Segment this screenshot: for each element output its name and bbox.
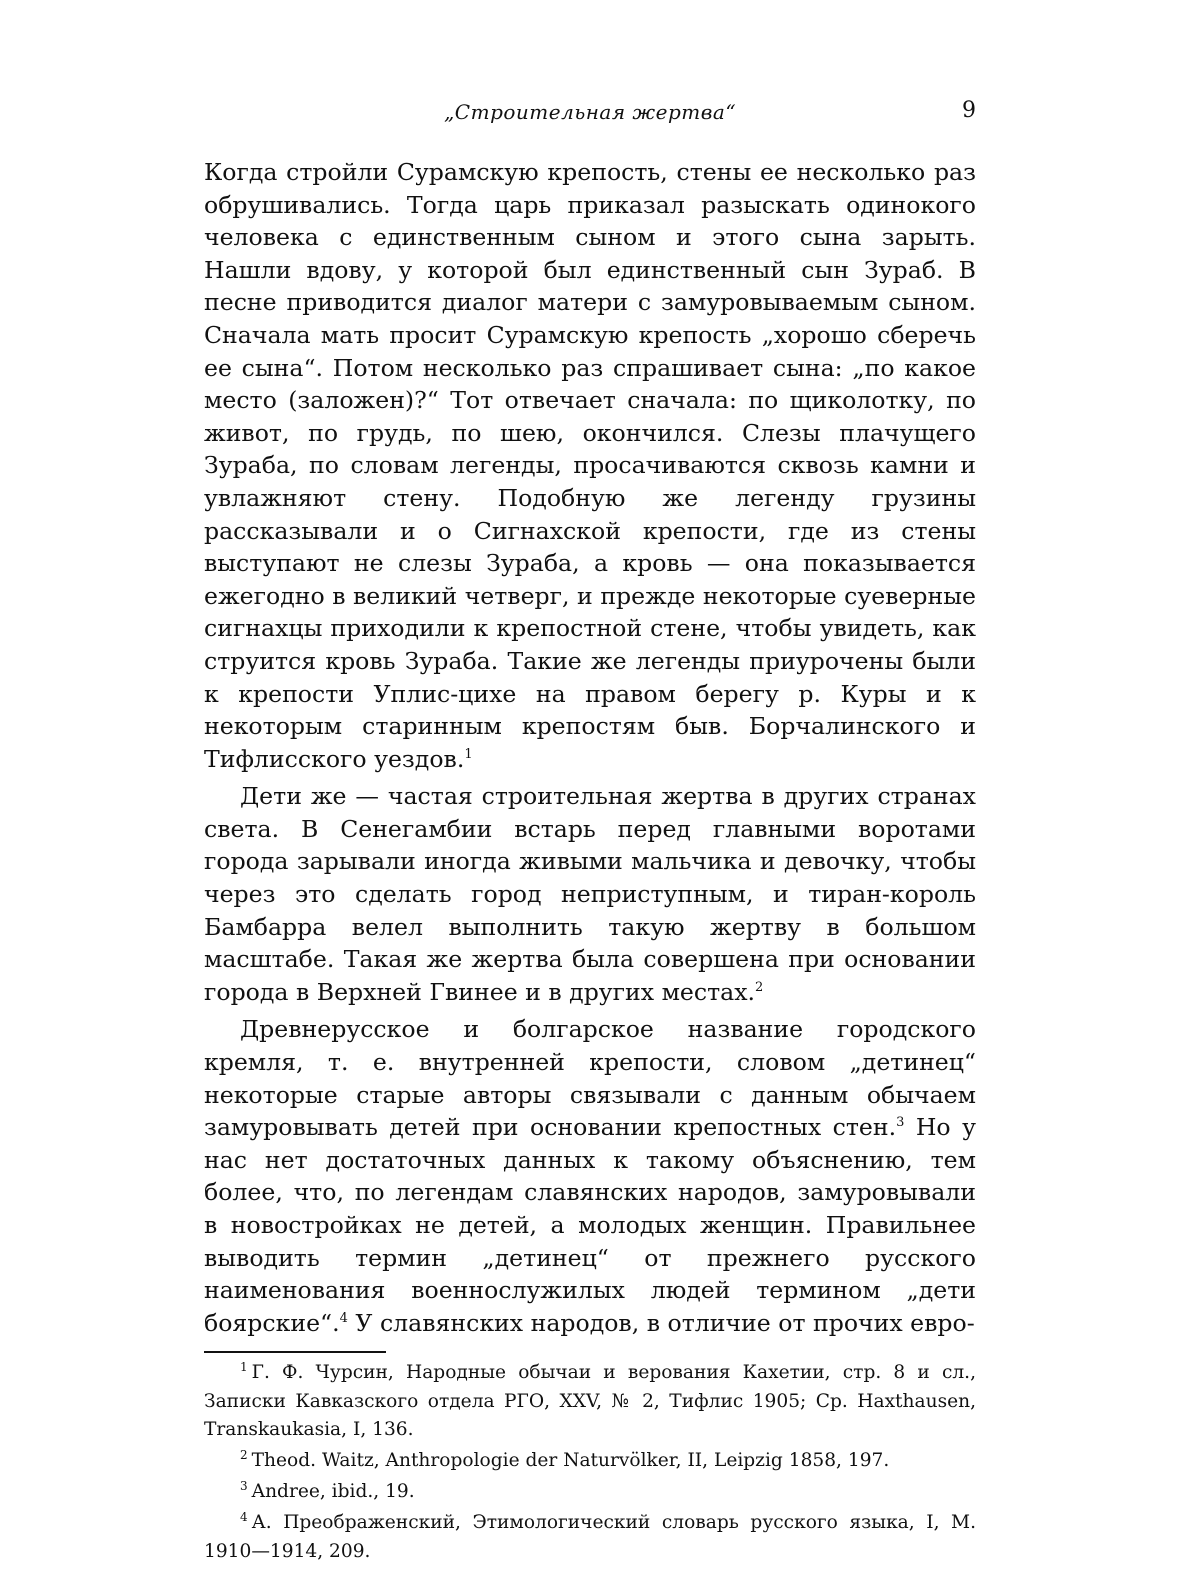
- footnote-1: [204, 1359, 976, 1444]
- body-text: [204, 156, 976, 1339]
- paragraph-text: Когда стройли Сурамскую крепость, стены ее несколько раз обрушивались. Тогда царь приказал разыскать одинокого человека с единственным сыном и этого сына зарыть. Нашли вдову, у которой был единственный сын Зураб. В песне приводится диалог матери с замуровываемым сыном. Сначала мать просит Сурамскую крепость „хорошо сберечь ее сына“. Потом несколько раз спрашивает сына: „по какое место (заложен)?“ Тот отвечает сначала: по щиколотку, по живот, по грудь, по шею, окончился. Слезы плачущего Зураба, по словам легенды, просачиваются сквозь камни и увлажняют стену. Подобную же легенду грузины рассказывали и о Сигнахской крепости, где из стены выступают не слезы Зураба, а кровь — она показывается ежегодно в великий четверг, и прежде некоторые суеверные сигнахцы приходили к крепостной стене, чтобы увидеть, как струится кровь Зураба. Такие же легенды приурочены были к крепости Уплис-цихе на правом берегу р. Куры и к некоторым старинным крепостям быв. Борчалинского и Тифлисского уездов.: [204, 158, 976, 773]
- footnote-text: Г. Ф. Чурсин, Народные обычаи и верования Кахетии, стр. 8 и сл., Записки Кавказского отдела РГО, XXV, № 2, Тифлис 1905; Ср. Haxthausen, Transkaukasia, I, 136.: [204, 1362, 976, 1440]
- footnotes: [204, 1359, 976, 1565]
- footnote-divider: [204, 1351, 386, 1353]
- footnote-text: Andree, ibid., 19.: [251, 1481, 415, 1503]
- footnote-ref-1: 1: [464, 746, 473, 762]
- paragraph-text: Древнерусское и болгарское название городского кремля, т. е. внутренней крепости, словом „детинец“ некоторые старые авторы связывали с данным обычаем замуровывать детей при основании крепостных стен.: [204, 1015, 976, 1142]
- paragraph-3: [204, 1013, 976, 1339]
- paragraph-1: [204, 156, 976, 775]
- footnote-mark: 3: [240, 1479, 248, 1493]
- footnote-mark: 4: [240, 1510, 248, 1525]
- footnote-ref-2: 2: [755, 979, 764, 995]
- paragraph-text: Дети же — частая строительная жертва в других странах света. В Сенегамбии встарь перед главными воротами города зарывали иногда живыми мальчика и девочку, чтобы через это сделать город неприступным, и тиран-король Бамбарра велел выполнить такую жертву в большом масштабе. Такая же жертва была совершена при основании города в Верхней Гвинее и в других местах.: [204, 782, 976, 1006]
- running-title: „Строительная жертва“: [443, 100, 737, 124]
- paragraph-2: [204, 780, 976, 1008]
- footnote-mark: 2: [240, 1447, 248, 1462]
- footnote-3: [204, 1478, 976, 1506]
- page-number: 9: [962, 98, 976, 123]
- page-header: [204, 98, 976, 136]
- paragraph-text: Но у нас нет достаточных данных к такому объяснению, тем более, что, по легендам славянских народов, замуровывали в новостройках не детей, а молодых женщин. Правильнее выводить термин „детинец“ от прежнего русского наименования военнослужилых людей термином „дети боярские“.: [204, 1113, 976, 1337]
- footnote-ref-4: 4: [339, 1310, 348, 1326]
- footnote-text: А. Преображенский, Этимологический словарь русского языка, I, М. 1910—1914, 209.: [204, 1512, 976, 1562]
- book-page: [204, 98, 976, 1566]
- footnote-mark: 1: [240, 1360, 248, 1375]
- paragraph-text: У славянских народов, в отличие от прочих евро-: [347, 1308, 975, 1337]
- footnote-2: [204, 1447, 976, 1475]
- footnote-text: Theod. Waitz, Anthropologie der Naturvölker, II, Leipzig 1858, 197.: [251, 1449, 890, 1471]
- footnote-ref-3: 3: [896, 1115, 905, 1131]
- footnote-4: [204, 1509, 976, 1565]
